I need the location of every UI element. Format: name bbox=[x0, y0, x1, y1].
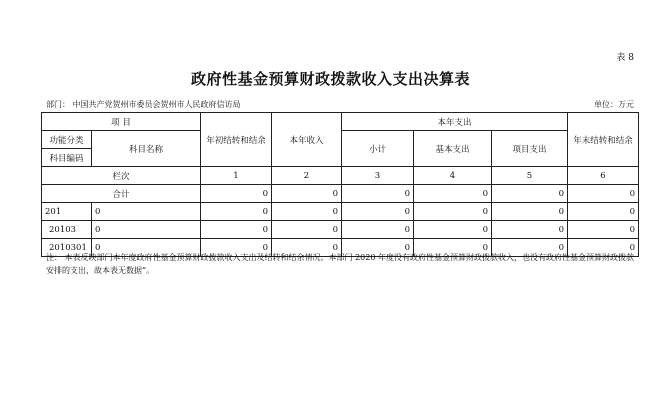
column-number: 2 bbox=[272, 167, 342, 185]
page-title: 政府性基金预算财政拨款收入支出决算表 bbox=[190, 70, 470, 88]
subject-name: 0 bbox=[92, 239, 201, 257]
table-cell: 0 bbox=[568, 203, 639, 221]
table-cell: 0 bbox=[568, 239, 639, 257]
department-label: 部门： 中国共产党贺州市委员会贺州市人民政府信访局 bbox=[46, 100, 241, 109]
total-row bbox=[42, 185, 639, 203]
table-cell: 0 bbox=[568, 185, 639, 203]
header-row-1 bbox=[42, 113, 639, 131]
header-opening-balance: 年初结转和结余 bbox=[201, 113, 272, 167]
header-project-expenditure: 项目支出 bbox=[492, 131, 568, 167]
column-number-row bbox=[42, 167, 639, 185]
table-cell: 0 bbox=[492, 185, 568, 203]
table-row bbox=[42, 221, 639, 239]
header-project: 项 目 bbox=[42, 113, 201, 131]
table-cell: 0 bbox=[342, 185, 414, 203]
table-cell: 0 bbox=[272, 221, 342, 239]
table-cell: 0 bbox=[492, 221, 568, 239]
table-cell: 0 bbox=[414, 203, 492, 221]
table-cell: 0 bbox=[272, 185, 342, 203]
column-number: 5 bbox=[492, 167, 568, 185]
table-cell: 0 bbox=[342, 203, 414, 221]
table-number: 表 8 bbox=[616, 53, 634, 63]
header-current-income: 本年收入 bbox=[272, 113, 342, 167]
header-basic-expenditure: 基本支出 bbox=[414, 131, 492, 167]
column-number: 1 bbox=[201, 167, 272, 185]
table-cell: 0 bbox=[201, 185, 272, 203]
table-cell: 0 bbox=[272, 203, 342, 221]
header-subject-name: 科目名称 bbox=[92, 131, 201, 167]
table-note: 注： 本表反映部门本年度政府性基金预算财政拨款收入支出及结转和结余情况。本部门 2020 年度没有政府性基金预算财政拨款收入，也没有政府性基金预算财政拨款安排的支出，故本表无数据”。 bbox=[46, 253, 634, 275]
column-number: 3 bbox=[342, 167, 414, 185]
table-cell: 0 bbox=[272, 239, 342, 257]
header-closing-balance: 年末结转和结余 bbox=[568, 113, 639, 167]
table-cell: 0 bbox=[492, 203, 568, 221]
subject-code: 2010301 bbox=[42, 239, 92, 257]
total-label: 合计 bbox=[42, 185, 201, 203]
final-accounts-table bbox=[41, 112, 639, 257]
column-number: 4 bbox=[414, 167, 492, 185]
table-cell: 0 bbox=[568, 221, 639, 239]
table-cell: 0 bbox=[201, 221, 272, 239]
table-row bbox=[42, 203, 639, 221]
subject-code: 20103 bbox=[42, 221, 92, 239]
table-cell: 0 bbox=[414, 185, 492, 203]
table-cell: 0 bbox=[342, 221, 414, 239]
table-cell: 0 bbox=[492, 239, 568, 257]
header-subject-code: 科目编码 bbox=[42, 149, 92, 167]
header-current-expenditure: 本年支出 bbox=[342, 113, 568, 131]
subject-name: 0 bbox=[92, 203, 201, 221]
table-cell: 0 bbox=[342, 239, 414, 257]
header-function-class: 功能分类 bbox=[42, 131, 92, 149]
table-cell: 0 bbox=[414, 221, 492, 239]
unit-label: 单位：万元 bbox=[594, 100, 634, 109]
column-number: 6 bbox=[568, 167, 639, 185]
table-cell: 0 bbox=[414, 239, 492, 257]
subject-name: 0 bbox=[92, 221, 201, 239]
table-cell: 0 bbox=[201, 203, 272, 221]
column-number-label: 栏次 bbox=[42, 167, 201, 185]
subject-code: 201 bbox=[42, 203, 92, 221]
table-cell: 0 bbox=[201, 239, 272, 257]
header-subtotal: 小计 bbox=[342, 131, 414, 167]
